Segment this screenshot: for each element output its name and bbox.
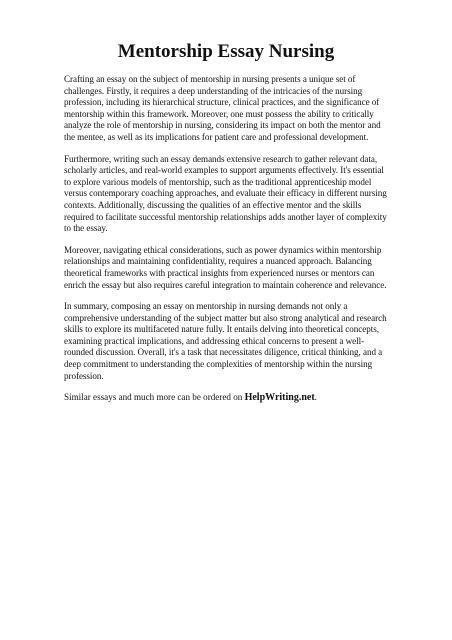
essay-body [64, 74, 392, 404]
paragraph-2: Furthermore, writing such an essay demands extensive research to gather relevant data, scholarly articles, and real-world examples to support arguments effectively. It's essential to explore various models of mentorship, such as the traditional apprenticeship model versus contemporary coaching approaches, and evaluate their efficacy in different nursing contexts. Additionally, discussing the qualities of an effective mentor and the skills required to facilitate successful mentorship relationships adds another layer of complexity to the essay. [64, 153, 387, 234]
paragraph-1: Crafting an essay on the subject of mentorship in nursing presents a unique set of challenges. Firstly, it requires a deep understanding of the intricacies of the nursing profession, including its hierarchical structure, clinical practices, and the significance of mentorship within this framework. Moreover, one must possess the ability to critically analyze the role of mentorship in nursing, considering its impact on both the mentor and the mentee, as well as its implications for patient care and professional development. [64, 74, 381, 142]
promo-suffix: . [314, 392, 317, 403]
paragraph-3: Moreover, navigating ethical considerations, such as power dynamics within mentorship relationships and maintaining confidentiality, requires a nuanced approach. Balancing theoretical frameworks with practical insights from experienced nurses or mentors can enrich the essay but also requires careful integration to maintain coherence and relevance. [64, 244, 387, 290]
paragraph-4: In summary, composing an essay on mentorship in nursing demands not only a comprehensive understanding of the subject matter but also strong analytical and research skills to explore its multifaceted nature fully. It entails delving into theoretical concepts, examining practical implications, and addressing ethical concerns to present a well-rounded discussion. Overall, it's a task that necessitates diligence, critical thinking, and a deep commitment to understanding the complexities of mentorship within the nursing profession. [64, 301, 387, 381]
promo-prefix: Similar essays and much more can be ordered on [64, 392, 243, 403]
promo-line [64, 392, 392, 404]
page-title: Mentorship Essay Nursing [117, 41, 335, 62]
helpwriting-link[interactable]: HelpWriting.net [244, 392, 315, 404]
